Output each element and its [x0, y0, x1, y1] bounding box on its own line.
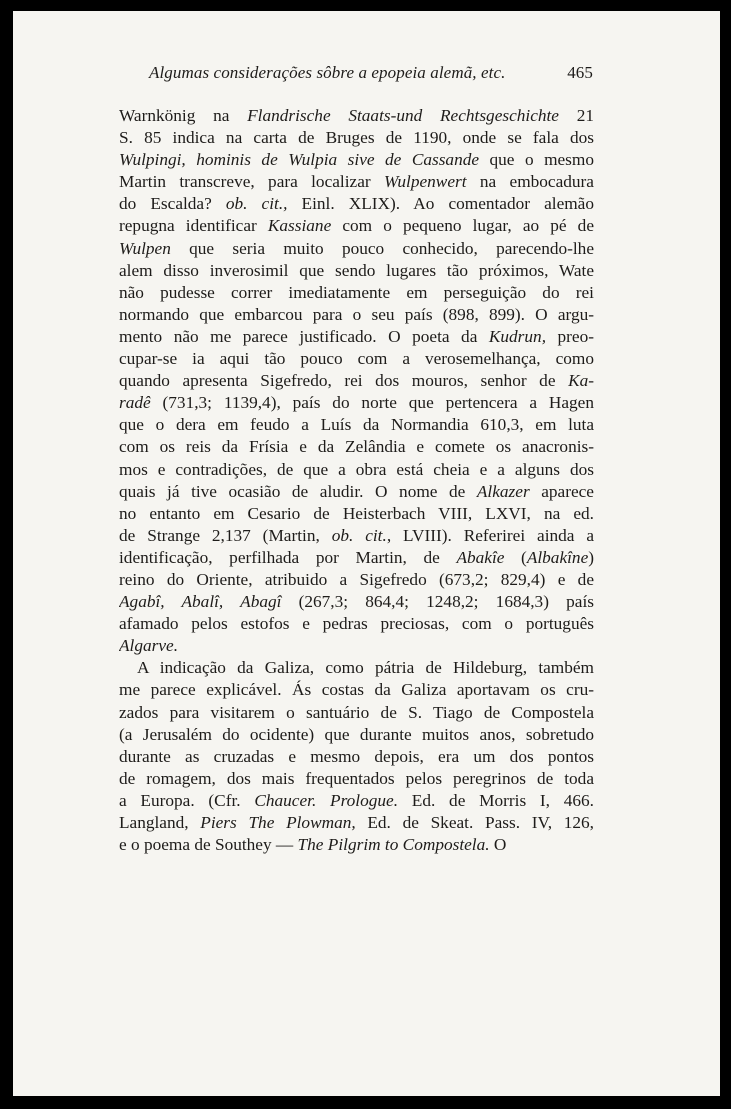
text-segment: (267,3; 864,4; 1248,2; 1684,3) país: [281, 592, 594, 612]
italic-segment: The Pilgrim to Compostela.: [297, 835, 490, 855]
text-segment: afamado pelos estofos e pedras preciosas, com o português: [119, 614, 594, 634]
text-line: [119, 591, 594, 613]
text-segment: , LVIII). Referirei ainda a: [386, 525, 594, 545]
text-segment: com o pequeno lugar, ao pé de: [331, 216, 594, 236]
text-segment: que o dera em feudo a Luís da Normandia 610,3, em luta: [119, 415, 594, 435]
text-line: [119, 127, 594, 149]
text-line: [119, 724, 594, 746]
italic-segment: Flandrische Staats-und Rechtsgeschichte: [247, 106, 559, 125]
text-line: [119, 459, 594, 481]
text-segment: não pudesse correr imediatamente em perseguição do rei: [119, 282, 594, 302]
italic-segment: Abakîe: [456, 547, 505, 567]
text-line: [119, 348, 594, 370]
text-segment: reino do Oriente, atribuido a Sigefredo (673,2; 829,4) e de: [119, 569, 594, 589]
text-line: [119, 105, 594, 127]
italic-segment: radê: [119, 393, 151, 413]
italic-segment: Ka-: [568, 371, 594, 391]
text-segment: do Escalda?: [119, 194, 226, 214]
text-segment: preo-: [546, 326, 594, 346]
italic-segment: Wulpen: [119, 238, 171, 258]
italic-segment: Kudrun,: [488, 326, 547, 346]
text-line: [119, 790, 594, 812]
text-segment: e o poema de Southey —: [119, 835, 298, 855]
text-line: [119, 834, 594, 856]
text-segment: no entanto em Cesario de Heisterbach VIII, LXVI, na ed.: [119, 503, 594, 523]
text-line: [119, 149, 594, 171]
text-line: [119, 812, 594, 834]
text-line: [119, 370, 594, 392]
text-segment: de Strange 2,137 (Martin,: [119, 525, 332, 545]
text-segment: repugna identificar: [119, 216, 268, 236]
text-segment: a Europa. (Cfr.: [119, 790, 255, 810]
text-line: [119, 702, 594, 724]
italic-segment: Kassiane: [267, 216, 332, 236]
text-line: [119, 569, 594, 591]
book-page: [13, 11, 720, 1096]
text-line: [119, 768, 594, 790]
text-segment: durante as cruzadas e mesmo depois, era um dos pontos: [119, 746, 594, 766]
italic-segment: Alkazer: [476, 481, 530, 501]
text-line: [119, 436, 594, 458]
italic-segment: Agabî, Abalî, Abagî: [119, 592, 282, 612]
running-header: [149, 63, 593, 89]
text-segment: Langland,: [119, 813, 201, 832]
italic-segment: Wulpenwert: [383, 172, 467, 192]
italic-segment: Chaucer. Prologue.: [254, 790, 399, 810]
text-line: [119, 260, 594, 282]
body-text: [119, 105, 594, 856]
text-segment: (a Jerusalém do ocidente) que durante muitos anos, sobretudo: [119, 724, 594, 744]
text-segment: quando apresenta Sigefredo, rei dos mouros, senhor de: [119, 371, 569, 391]
text-segment: Warnkönig na: [119, 106, 248, 125]
text-segment: Martin transcreve, para localizar: [119, 172, 384, 192]
italic-segment: Piers The Plowman,: [200, 813, 356, 832]
text-line: [119, 414, 594, 436]
text-line: [119, 171, 594, 193]
text-segment: de romagem, dos mais frequentados pelos peregrinos de toda: [119, 768, 594, 788]
text-line: [119, 304, 594, 326]
text-line: [119, 746, 594, 768]
text-line: [119, 657, 594, 679]
text-segment: com os reis da Frísia e da Zelândia e comete os anacronis-: [119, 437, 594, 457]
text-line: [119, 635, 594, 657]
text-line: [119, 679, 594, 701]
text-segment: mento não me parece justificado. O poeta da: [119, 326, 489, 346]
text-segment: normando que embarcou para o seu país (898, 899). O argu-: [119, 304, 594, 324]
text-line: [119, 481, 594, 503]
text-segment: alem disso inverosimil que sendo lugares tão próximos, Wate: [119, 260, 594, 280]
text-line: [119, 503, 594, 525]
text-segment: mos e contradições, de que a obra está cheia e a alguns dos: [119, 459, 594, 479]
text-segment: cupar-se ia aqui tão pouco com a verosemelhança, como: [119, 349, 594, 369]
text-segment: identificação, perfilhada por Martin, de: [119, 547, 457, 567]
text-segment: quais já tive ocasião de aludir. O nome de: [119, 481, 477, 501]
text-line: [119, 282, 594, 304]
text-line: [119, 547, 594, 569]
text-segment: (: [504, 547, 527, 567]
italic-segment: Algarve.: [119, 636, 179, 656]
text-segment: O: [489, 835, 507, 855]
running-title: Algumas considerações sôbre a epopeia alemã, etc.: [149, 63, 506, 82]
text-segment: ): [588, 547, 594, 567]
italic-segment: ob. cit.: [331, 525, 387, 545]
text-segment: 21: [558, 106, 594, 125]
text-segment: S. 85 indica na carta de Bruges de 1190, onde se fala dos: [119, 128, 594, 148]
text-line: [119, 238, 594, 260]
text-segment: que o mesmo: [479, 150, 594, 170]
text-line: [119, 525, 594, 547]
text-segment: aparece: [529, 481, 594, 501]
text-segment: Einl. XLIX). Ao comentador alemão: [287, 194, 594, 214]
text-segment: A indicação da Galiza, como pátria de Hildeburg, também: [137, 658, 594, 678]
text-line: [119, 215, 594, 237]
italic-segment: Wulpingi, hominis de Wulpia sive de Cassande: [119, 150, 480, 170]
text-segment: na embocadura: [466, 172, 594, 192]
text-line: [119, 193, 594, 215]
text-segment: me parece explicável. Ás costas da Galiza aportavam os cru-: [119, 680, 594, 700]
text-segment: Ed. de Skeat. Pass. IV, 126,: [355, 813, 594, 832]
text-segment: (731,3; 1139,4), país do norte que pertencera a Hagen: [150, 393, 594, 413]
text-line: [119, 613, 594, 635]
text-segment: Ed. de Morris I, 466.: [398, 790, 594, 810]
page-number: 465: [567, 63, 593, 82]
text-line: [119, 392, 594, 414]
text-segment: zados para visitarem o santuário de S. Tiago de Compostela: [119, 702, 594, 722]
italic-segment: ob. cit.,: [225, 194, 288, 214]
italic-segment: Albakîne: [526, 547, 589, 567]
text-line: [119, 326, 594, 348]
text-segment: que seria muito pouco conhecido, parecendo-lhe: [170, 238, 594, 258]
